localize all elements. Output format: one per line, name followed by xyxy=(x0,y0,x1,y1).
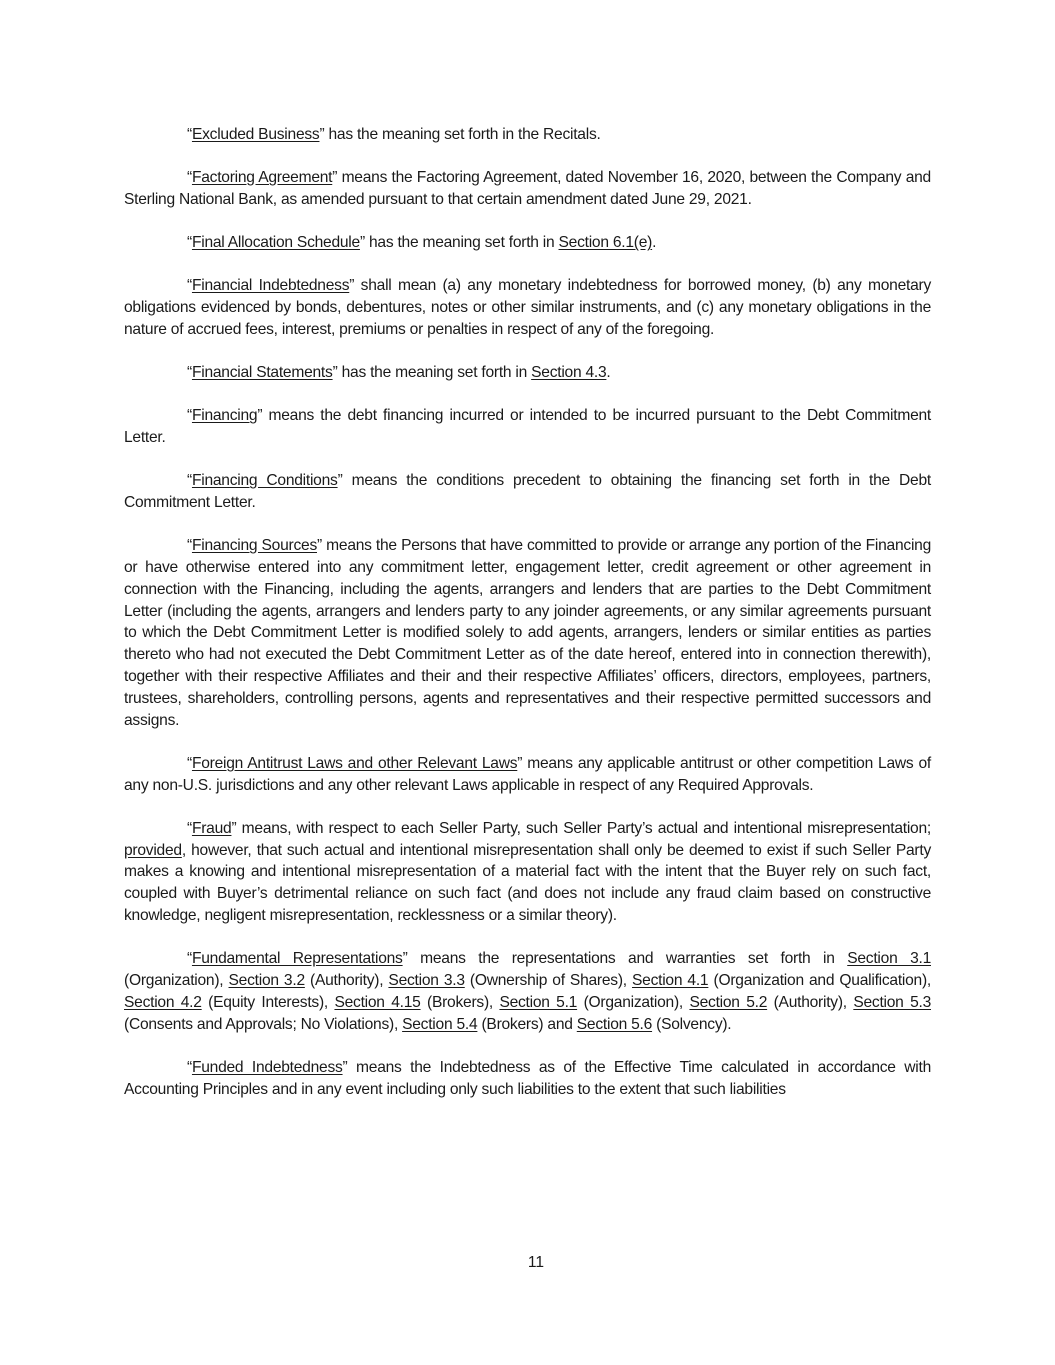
defined-term: Funded Indebtedness xyxy=(191,1058,343,1076)
paragraph-text: ” means any applicable antitrust or other competition Laws of any non-U.S. jurisdictions and any other relevant Laws applicable in respect of any Required Approvals. xyxy=(124,754,931,794)
paragraph-text: ” means the representations and warranties set forth in xyxy=(402,950,848,968)
definition-paragraph xyxy=(124,753,931,797)
section-reference: Section 4.2 xyxy=(124,993,202,1011)
paragraph-text: “ xyxy=(187,819,192,837)
defined-term: Financial Indebtedness xyxy=(191,277,350,295)
paragraph-text: “ xyxy=(187,126,192,143)
definition-paragraph xyxy=(124,232,931,254)
defined-term: provided xyxy=(124,841,182,859)
definition-paragraph xyxy=(124,948,931,1035)
section-reference: Section 6.1(e) xyxy=(558,234,653,252)
section-reference: Section 3.1 xyxy=(847,950,931,968)
definition-paragraph xyxy=(124,167,931,211)
paragraph-text: ” shall mean (a) any monetary indebtedness for borrowed money, (b) any monetary obligations evidenced by bonds, debentures, notes or other similar instruments, and (c) any monetary obligations in the nature of accrued fees, interest, premiums or penalties in respect of any of the foregoing. xyxy=(124,277,931,338)
paragraph-text: (Authority), xyxy=(304,972,389,990)
paragraph-text: (Brokers), xyxy=(420,993,500,1011)
paragraph-text: (Authority), xyxy=(767,993,854,1011)
paragraph-text: “ xyxy=(187,950,192,968)
paragraph-text: ” means, with respect to each Seller Party, such Seller Party’s actual and intentional misrepresentation; xyxy=(231,819,931,837)
paragraph-text: “ xyxy=(187,407,192,425)
paragraph-text: (Organization), xyxy=(577,993,690,1011)
paragraph-text: . xyxy=(606,364,611,382)
definition-paragraph xyxy=(124,275,931,340)
defined-term: Foreign Antitrust Laws and other Relevant Laws xyxy=(191,754,518,772)
paragraph-text: , however, that such actual and intentional misrepresentation shall only be deemed to exist if such Seller Party makes a knowing and intentional misrepresentation of a material fact with the intent that the Buyer rely on such fact, coupled with Buyer’s detrimental reliance on such fact (and does not include any fraud claim based on constructive knowledge, negligent misrepresentation, recklessness or a similar theory). xyxy=(124,841,931,925)
paragraph-text: “ xyxy=(187,472,192,490)
paragraph-text: (Ownership of Shares), xyxy=(464,972,633,990)
definition-paragraph xyxy=(124,818,931,927)
section-reference: Section 5.4 xyxy=(402,1015,478,1033)
defined-term: Financing Sources xyxy=(191,537,317,555)
defined-term: Fraud xyxy=(191,819,232,837)
section-reference: Section 4.1 xyxy=(632,972,709,990)
section-reference: Section 3.3 xyxy=(388,972,465,990)
defined-term: Factoring Agreement xyxy=(191,169,333,187)
paragraph-text: ” means the Indebtedness as of the Effective Time calculated in accordance with Accounting Principles and in any event including only such liabilities to the extent that such liabilities xyxy=(124,1058,932,1098)
paragraph-text: “ xyxy=(187,277,192,295)
definition-paragraph xyxy=(124,535,931,731)
paragraph-text: ” has the meaning set forth in the Recitals. xyxy=(319,126,601,143)
page-number: 11 xyxy=(527,1254,545,1271)
paragraph-text: (Organization and Qualification), xyxy=(708,972,932,990)
defined-term: Financing xyxy=(191,407,258,425)
paragraph-text: (Solvency). xyxy=(652,1015,732,1033)
paragraph-text: ” has the meaning set forth in xyxy=(332,364,532,382)
section-reference: Section 5.3 xyxy=(853,993,931,1011)
paragraph-text: “ xyxy=(187,364,192,382)
defined-term: Excluded Business xyxy=(191,126,320,143)
definition-paragraph xyxy=(124,470,931,514)
paragraph-text: (Equity Interests), xyxy=(201,993,335,1011)
document-body xyxy=(124,124,931,1122)
paragraph-text: ” means the Persons that have committed to provide or arrange any portion of the Financing or have otherwise entered into any commitment letter, engagement letter, credit agreement or other agreement in connection with the Financing, including the agents, arrangers and lenders that are parties to the Debt Commitment Letter (including the agents, arrangers and lenders party to any joinder agreements, or any similar agreements pursuant to which the Debt Commitment Letter is modified solely to add agents, arrangers, lenders or similar entities as parties thereto who had not executed the Debt Commitment Letter as of the date hereof, entered into in connection therewith), together with their respective Affiliates and their and their respective Affiliates’ officers, directors, employees, partners, trustees, shareholders, controlling persons, agents and representatives and their respective permitted successors and assigns. xyxy=(124,537,932,729)
section-reference: Section 4.15 xyxy=(334,993,421,1011)
section-reference: Section 5.1 xyxy=(499,993,578,1011)
paragraph-text: ” has the meaning set forth in xyxy=(359,234,559,252)
section-reference: Section 3.2 xyxy=(228,972,305,990)
defined-term: Fundamental Representations xyxy=(191,950,403,968)
paragraph-text: “ xyxy=(187,1058,192,1076)
paragraph-text: “ xyxy=(187,169,192,187)
paragraph-text: (Brokers) and xyxy=(477,1015,577,1033)
definition-paragraph xyxy=(124,362,931,384)
paragraph-text: “ xyxy=(187,754,192,772)
section-reference: Section 5.2 xyxy=(689,993,768,1011)
paragraph-text: . xyxy=(652,234,657,252)
definition-paragraph xyxy=(124,124,931,146)
paragraph-text: ” means the debt financing incurred or intended to be incurred pursuant to the Debt Commitment Letter. xyxy=(124,407,931,447)
paragraph-text: (Consents and Approvals; No Violations), xyxy=(124,1015,403,1033)
paragraph-text: (Organization), xyxy=(124,972,229,990)
paragraph-text: “ xyxy=(187,537,192,555)
paragraph-text: “ xyxy=(187,234,192,252)
defined-term: Final Allocation Schedule xyxy=(191,234,360,252)
defined-term: Financing Conditions xyxy=(191,472,338,490)
paragraph-text: ” means the Factoring Agreement, dated November 16, 2020, between the Company and Sterling National Bank, as amended pursuant to that certain amendment dated June 29, 2021. xyxy=(124,169,931,208)
section-reference: Section 4.3 xyxy=(531,364,607,382)
section-reference: Section 5.6 xyxy=(576,1015,653,1033)
defined-term: Financial Statements xyxy=(191,364,333,382)
definition-paragraph xyxy=(124,405,931,449)
definition-paragraph xyxy=(124,1057,931,1101)
paragraph-text: ” means the conditions precedent to obtaining the financing set forth in the Debt Commitment Letter. xyxy=(124,472,931,512)
